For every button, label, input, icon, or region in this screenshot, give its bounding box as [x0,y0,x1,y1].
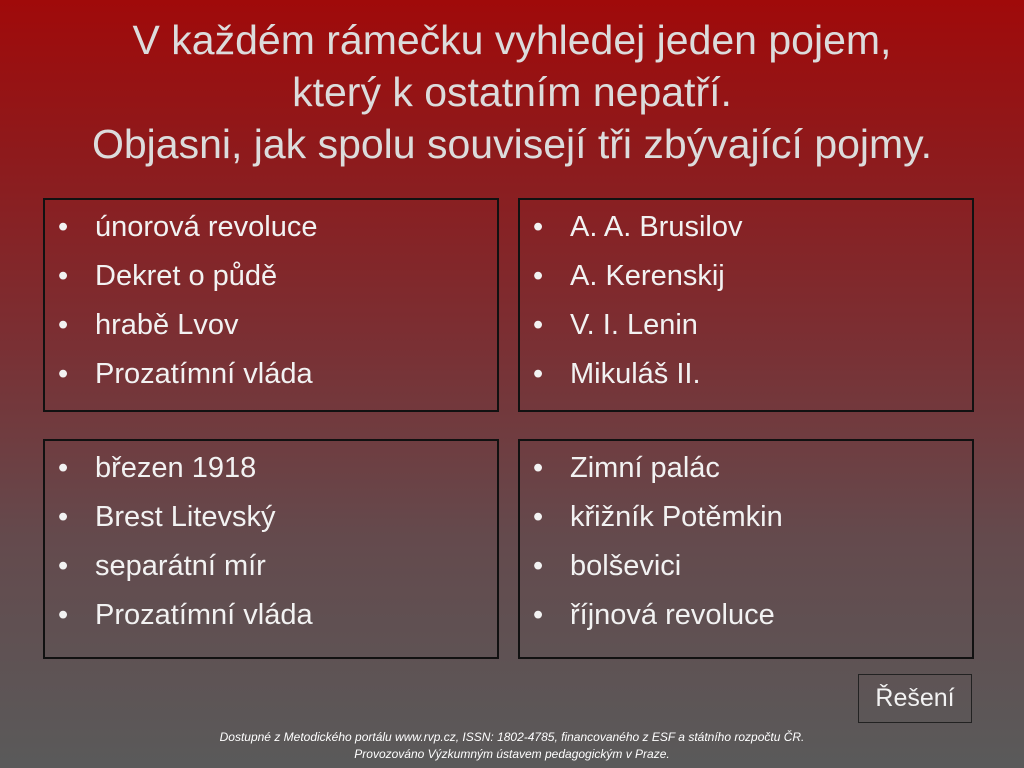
term-item[interactable] [45,203,497,252]
term-list [520,441,972,640]
footer-line-2: Provozováno Výzkumným ústavem pedagogickým v Praze. [354,747,670,761]
bullet-icon: • [533,358,544,390]
term-label: únorová revoluce [95,211,318,243]
term-label: separátní mír [95,550,266,582]
term-item[interactable] [520,542,972,591]
bullet-icon: • [533,452,544,484]
term-box-1 [43,198,499,412]
term-item[interactable] [520,252,972,301]
bullet-icon: • [533,211,544,243]
bullet-icon: • [58,550,69,582]
term-label: Dekret o půdě [95,260,278,292]
term-label: Mikuláš II. [570,358,701,390]
term-item[interactable] [520,444,972,493]
bullet-icon: • [58,599,69,631]
term-item[interactable] [520,301,972,350]
bullet-icon: • [533,599,544,631]
term-label: křižník Potěmkin [570,501,783,533]
term-item[interactable] [520,350,972,399]
footer [0,729,1024,763]
bullet-icon: • [58,309,69,341]
term-item[interactable] [45,252,497,301]
term-item[interactable] [520,493,972,542]
bullet-icon: • [58,358,69,390]
term-list [45,200,497,399]
term-box-2 [518,198,974,412]
bullet-icon: • [58,501,69,533]
title-line-3: Objasni, jak spolu souvisejí tři zbývající pojmy. [91,121,933,167]
slide-title [0,14,1024,170]
term-item[interactable] [45,350,497,399]
term-label: Prozatímní vláda [95,599,313,631]
term-item[interactable] [520,203,972,252]
title-line-2: který k ostatním nepatří. [292,69,732,115]
term-item[interactable] [520,591,972,640]
term-item[interactable] [45,301,497,350]
title-line-1: V každém rámečku vyhledej jeden pojem, [132,17,892,63]
term-label: A. A. Brusilov [570,211,743,243]
bullet-icon: • [533,501,544,533]
term-item[interactable] [45,591,497,640]
bullet-icon: • [533,550,544,582]
term-list [45,441,497,640]
term-label: hrabě Lvov [95,309,239,341]
bullet-icon: • [58,211,69,243]
term-label: březen 1918 [95,452,257,484]
term-box-3 [43,439,499,659]
term-label: říjnová revoluce [570,599,775,631]
bullet-icon: • [533,260,544,292]
term-item[interactable] [45,542,497,591]
term-label: bolševici [570,550,682,582]
term-label: Prozatímní vláda [95,358,313,390]
term-label: Zimní palác [570,452,720,484]
term-label: V. I. Lenin [570,309,698,341]
term-item[interactable] [45,493,497,542]
term-box-4 [518,439,974,659]
term-list [520,200,972,399]
solution-button[interactable]: Řešení [858,674,972,723]
term-label: Brest Litevský [95,501,276,533]
bullet-icon: • [58,452,69,484]
term-label: A. Kerenskij [570,260,725,292]
term-item[interactable] [45,444,497,493]
footer-line-1: Dostupné z Metodického portálu www.rvp.cz, ISSN: 1802-4785, financovaného z ESF a státního rozpočtu ČR. [219,730,805,744]
bullet-icon: • [58,260,69,292]
bullet-icon: • [533,309,544,341]
